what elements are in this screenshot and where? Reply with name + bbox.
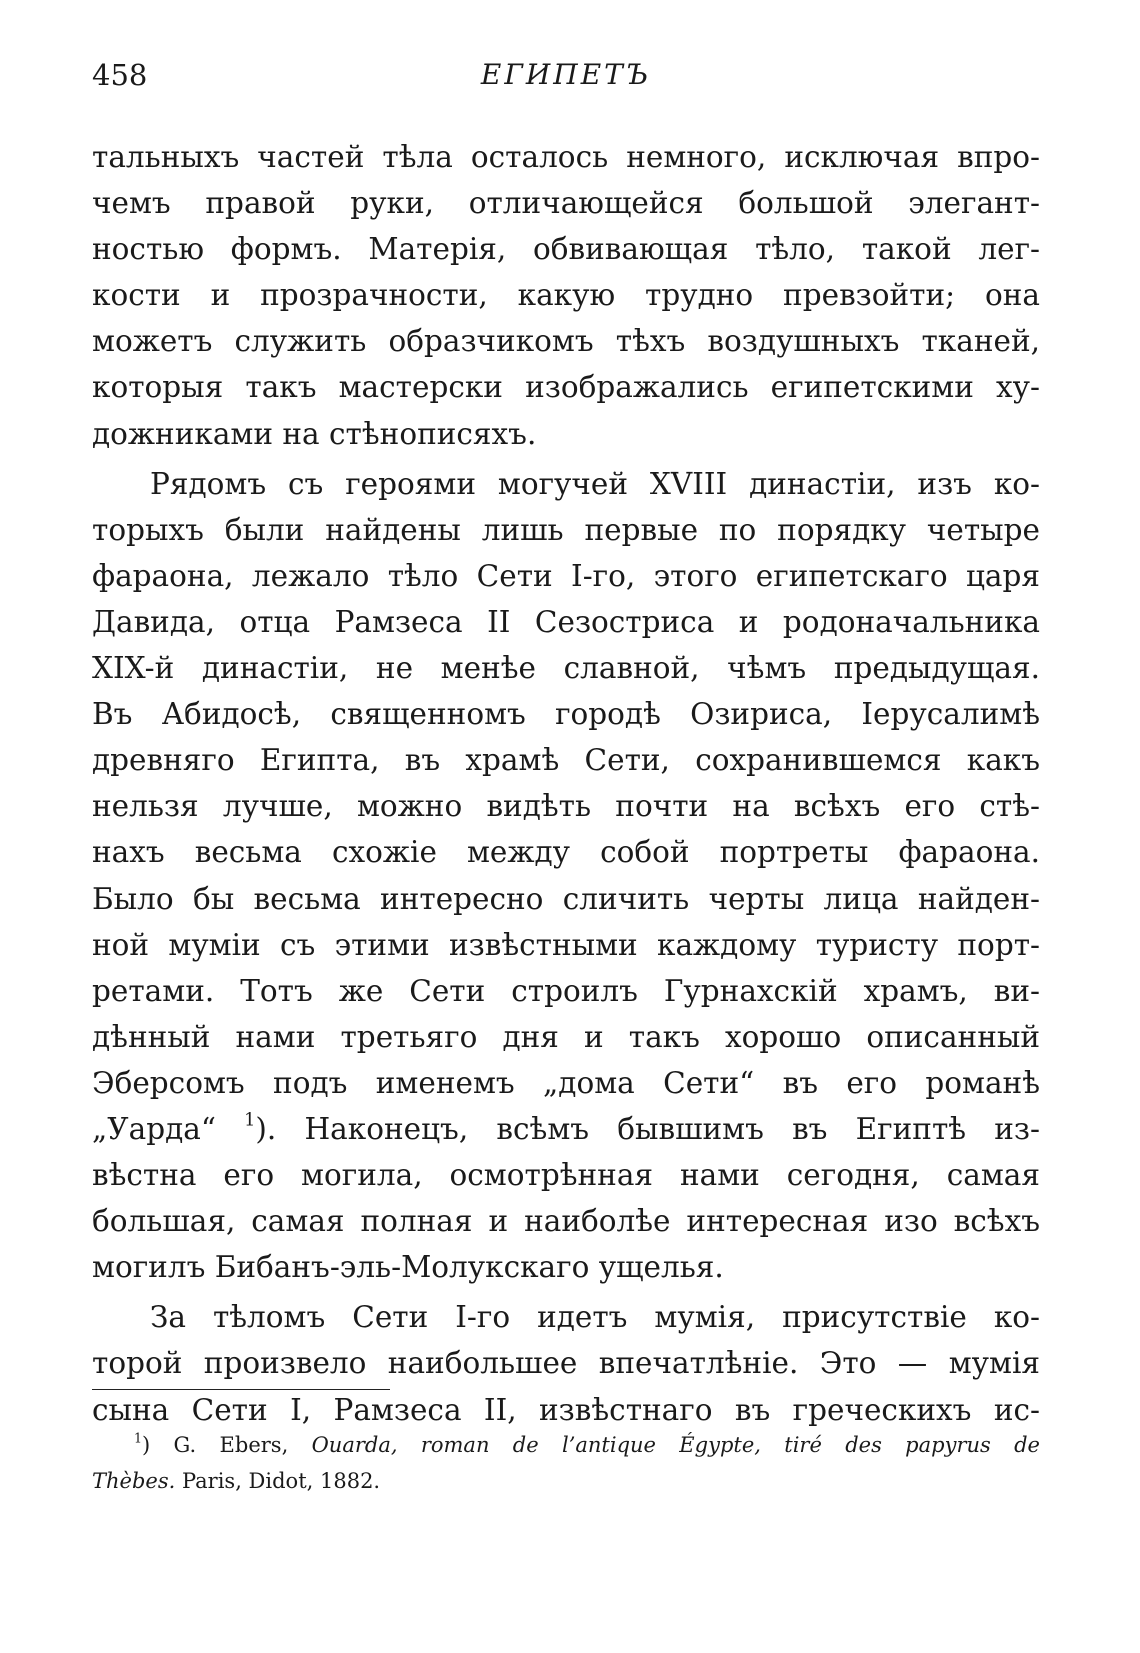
- page-header: [92, 58, 1040, 98]
- text-line: Давида, отца Рамзеса II Сезостриса и родоначальника: [92, 604, 1040, 639]
- text-line: кости и прозрачности, какую трудно превзойти; она: [92, 278, 1040, 313]
- footnote-title: Thèbes.: [92, 1469, 176, 1493]
- text-line: торой произвело наибольшее впечатлѣніе. Это — мумія: [92, 1346, 1040, 1381]
- footnote-text: ) G. Ebers,: [142, 1433, 312, 1457]
- text-fragment: ). Наконецъ, всѣмъ бывшимъ въ Египтѣ из-: [255, 1111, 1040, 1146]
- text-line: можетъ служить образчикомъ тѣхъ воздушныхъ тканей,: [92, 324, 1040, 359]
- text-line: Было бы весьма интересно сличить черты лица найден-: [92, 881, 1040, 916]
- text-line: могилъ Бибанъ-эль-Молукскаго ущелья.: [92, 1250, 724, 1285]
- text-line: большая, самая полная и наиболѣе интересная изо всѣхъ: [92, 1204, 1040, 1239]
- text-line: Эберсомъ подъ именемъ „дома Сети“ въ его романѣ: [92, 1065, 1040, 1100]
- text-line: нельзя лучше, можно видѣть почти на всѣхъ его стѣ-: [92, 789, 1040, 824]
- body-text: [92, 134, 1040, 1433]
- text-line: ностью формъ. Матерія, обвивающая тѣло, такой лег-: [92, 232, 1040, 267]
- text-fragment: „Уарда“: [92, 1111, 216, 1146]
- text-line: За тѣломъ Сети I-го идетъ мумія, присутствіе ко-: [150, 1300, 1040, 1335]
- text-line: XIX-й династіи, не менѣе славной, чѣмъ предыдущая.: [92, 651, 1040, 686]
- text-line: фараона, лежало тѣло Сети I-го, этого египетскаго царя: [92, 558, 1040, 593]
- text-line: дѣнный нами третьяго дня и такъ хорошо описанный: [92, 1019, 1040, 1054]
- footnote: [92, 1427, 1040, 1499]
- text-line: древняго Египта, въ храмѣ Сети, сохранившемся какъ: [92, 743, 1040, 778]
- page-number: 458: [92, 58, 148, 92]
- footnote-text: Paris, Didot, 1882.: [175, 1469, 381, 1493]
- text-line: сына Сети I, Рамзеса II, извѣстнаго въ греческихъ ис-: [92, 1392, 1040, 1427]
- running-title: ЕГИПЕТЪ: [480, 58, 652, 91]
- text-line: Въ Абидосѣ, священномъ городѣ Озириса, Іерусалимѣ: [92, 697, 1040, 732]
- footnote-line: [92, 1463, 1040, 1499]
- text-line: дожниками на стѣнописяхъ.: [92, 416, 537, 451]
- text-line-with-footnote-ref: [92, 1106, 1040, 1152]
- text-line: которыя такъ мастерски изображались египетскими ху-: [92, 370, 1040, 405]
- text-line: торыхъ были найдены лишь первые по порядку четыре: [92, 512, 1040, 547]
- footnote-title: Ouarda, roman de l’antique Égypte, tiré des papyrus de: [311, 1433, 1040, 1457]
- footnote-divider: [92, 1389, 390, 1390]
- footnote-line: [92, 1427, 1040, 1463]
- text-line: Рядомъ съ героями могучей XVIII династіи, изъ ко-: [150, 466, 1040, 501]
- footnote-marker: 1: [134, 1430, 143, 1446]
- text-line: тальныхъ частей тѣла осталось немного, исключая впро-: [92, 140, 1040, 174]
- text-line: нахъ весьма схожіе между собой портреты фараона.: [92, 835, 1040, 870]
- text-line: чемъ правой руки, отличающейся большой элегант-: [92, 186, 1040, 221]
- footnote-ref: 1: [244, 1110, 256, 1131]
- text-line: ной муміи съ этими извѣстными каждому туристу порт-: [92, 927, 1040, 962]
- text-line: ретами. Тотъ же Сети строилъ Гурнахскій храмъ, ви-: [92, 973, 1040, 1008]
- text-line: вѣстна его могила, осмотрѣнная нами сегодня, самая: [92, 1158, 1040, 1193]
